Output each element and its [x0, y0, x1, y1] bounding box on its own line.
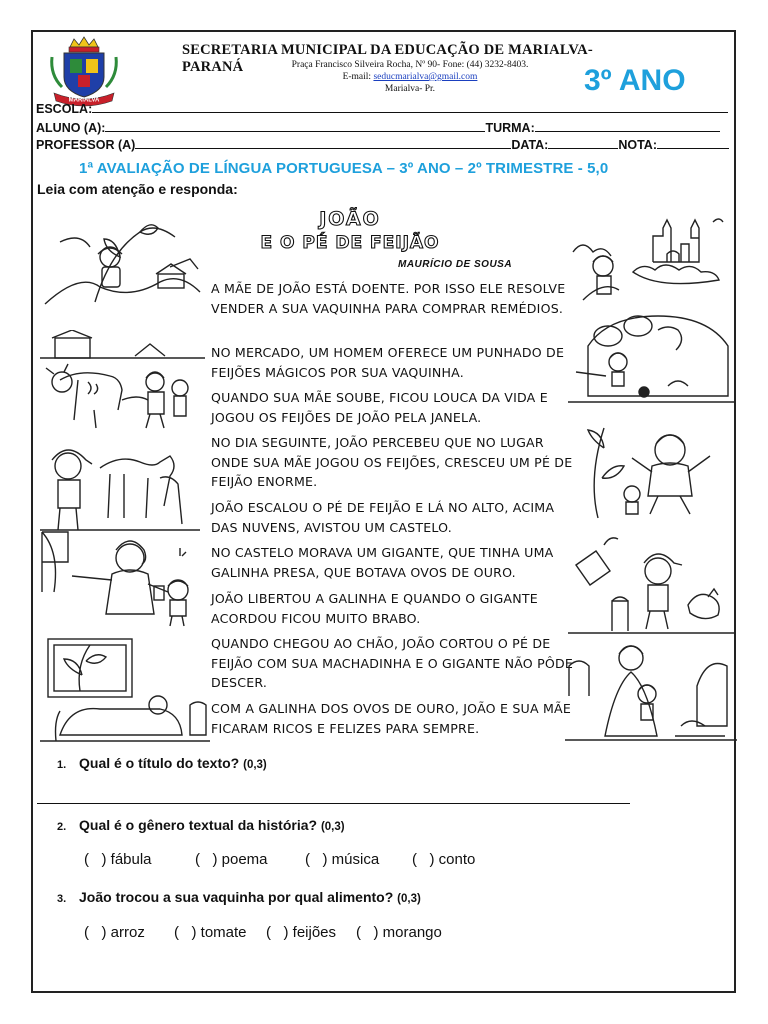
chicken-freed-illustration-icon — [568, 535, 736, 635]
student-field-row — [36, 120, 720, 135]
story-title-line1: JOÃO — [319, 208, 381, 230]
cow-market-illustration-icon — [40, 330, 205, 430]
option-conto[interactable]: ( ) conto — [412, 851, 476, 868]
story-paragraph: QUANDO CHEGOU AO CHÃO, JOÃO CORTOU O PÉ DE FEIJÃO COM SUA MACHADINHA E O GIGANTE NÃO PÔDE DESCER. — [211, 636, 574, 690]
question-number: 1. — [57, 759, 67, 771]
option-musica[interactable]: ( ) música — [305, 851, 380, 868]
option-tomate[interactable]: ( ) tomate — [174, 924, 247, 941]
teacher-field[interactable] — [135, 137, 511, 149]
student-label: ALUNO (A): — [36, 121, 106, 135]
giant-sleeping-illustration-icon — [568, 306, 736, 406]
teacher-label: PROFESSOR (A) — [36, 138, 136, 152]
option-poema[interactable]: ( ) poema — [195, 851, 268, 868]
question-points: (0,3) — [320, 821, 345, 833]
mother-throws-beans-illustration-icon — [40, 528, 200, 628]
city-line: Marialva- Pr. — [384, 84, 436, 94]
joao-with-cows-illustration-icon — [40, 438, 200, 533]
grade-badge: 3º ANO — [584, 64, 686, 97]
question-text: Qual é o título do texto? — [79, 755, 240, 771]
story-paragraph: NO DIA SEGUINTE, JOÃO PERCEBEU QUE NO LUGAR ONDE SUA MÃE JOGOU OS FEIJÕES, CRESCEU UM PÉ DE FEIJÃO ENORME. — [211, 435, 573, 489]
story-title-line2: E O PÉ DE FEIJÃO — [260, 233, 440, 253]
castle-clouds-illustration-icon — [563, 212, 733, 304]
story-paragraph: JOÃO ESCALOU O PÉ DE FEIJÃO E LÁ NO ALTO, ACIMA DAS NUVENS, AVISTOU UM CASTELO. — [211, 500, 555, 535]
option-fabula[interactable]: ( ) fábula — [84, 851, 152, 868]
question-text: Qual é o gênero textual da história? — [79, 817, 318, 833]
class-label: TURMA: — [485, 121, 535, 135]
school-label: ESCOLA: — [36, 102, 93, 116]
option-arroz[interactable]: ( ) arroz — [84, 924, 145, 941]
date-label: DATA: — [511, 138, 549, 152]
family-happy-ending-illustration-icon — [565, 636, 737, 746]
crest-banner-text: MARIALVA — [68, 97, 100, 104]
email-link[interactable]: seducmarialva@gmail.com — [373, 72, 478, 82]
question-number: 2. — [57, 821, 67, 833]
question-text: João trocou a sua vaquinha por qual alimento? — [79, 889, 394, 905]
email-label: E-mail: — [342, 72, 372, 82]
question-number: 3. — [57, 893, 67, 905]
question-1 — [57, 755, 267, 771]
municipal-crest-icon — [48, 35, 120, 107]
story-title — [252, 205, 452, 255]
school-field-row — [36, 101, 728, 116]
organization-title: SECRETARIA MUNICIPAL DA EDUCAÇÃO DE MARIALVA-PARANÁ — [182, 42, 593, 75]
student-field[interactable] — [105, 120, 485, 132]
grade-label: NOTA: — [618, 138, 657, 152]
address-block — [230, 59, 590, 95]
answer-line-1[interactable] — [37, 803, 630, 804]
teacher-field-row — [36, 137, 729, 152]
giant-chasing-illustration-icon — [568, 420, 736, 520]
story-paragraph: COM A GALINHA DOS OVOS DE OURO, JOÃO E SUA MÃE FICARAM RICOS E FELIZES PARA SEMPRE. — [211, 701, 572, 736]
exam-title: 1ª AVALIAÇÃO DE LÍNGUA PORTUGUESA – 3º ANO – 2º TRIMESTRE - 5,0 — [79, 160, 609, 177]
beanstalk-window-illustration-icon — [40, 635, 210, 745]
question-points: (0,3) — [243, 759, 267, 771]
class-field[interactable] — [535, 120, 720, 132]
story-paragraph: JOÃO LIBERTOU A GALINHA E QUANDO O GIGANTE ACORDOU FICOU MUITO BRABO. — [211, 591, 538, 626]
question-3 — [57, 889, 421, 905]
story-author: MAURÍCIO DE SOUSA — [398, 259, 513, 270]
story-paragraph: QUANDO SUA MÃE SOUBE, FICOU LOUCA DA VIDA E JOGOU OS FEIJÕES DE JOÃO PELA JANELA. — [211, 390, 548, 425]
question-2 — [57, 817, 345, 833]
instruction: Leia com atenção e responda: — [37, 181, 238, 197]
email-line — [230, 71, 590, 83]
grade-field[interactable] — [657, 137, 729, 149]
story-paragraph: NO MERCADO, UM HOMEM OFERECE UM PUNHADO DE FEIJÕES MÁGICOS POR SUA VAQUINHA. — [211, 345, 565, 380]
date-field[interactable] — [548, 137, 618, 149]
option-morango[interactable]: ( ) morango — [356, 924, 442, 941]
story-paragraph: NO CASTELO MORAVA UM GIGANTE, QUE TINHA UMA GALINHA PRESA, QUE BOTAVA OVOS DE OURO. — [211, 545, 554, 580]
beanstalk-climb-illustration-icon — [40, 212, 205, 307]
question-points: (0,3) — [397, 893, 421, 905]
option-feijoes[interactable]: ( ) feijões — [266, 924, 337, 941]
school-field[interactable] — [92, 101, 728, 113]
address-line: Praça Francisco Silveira Rocha, Nº 90- Fone: (44) 3232-8403. — [291, 60, 529, 70]
story-paragraph: A MÃE DE JOÃO ESTÁ DOENTE. POR ISSO ELE RESOLVE VENDER A SUA VAQUINHA PARA COMPRAR REMÉDIOS. — [211, 281, 566, 316]
